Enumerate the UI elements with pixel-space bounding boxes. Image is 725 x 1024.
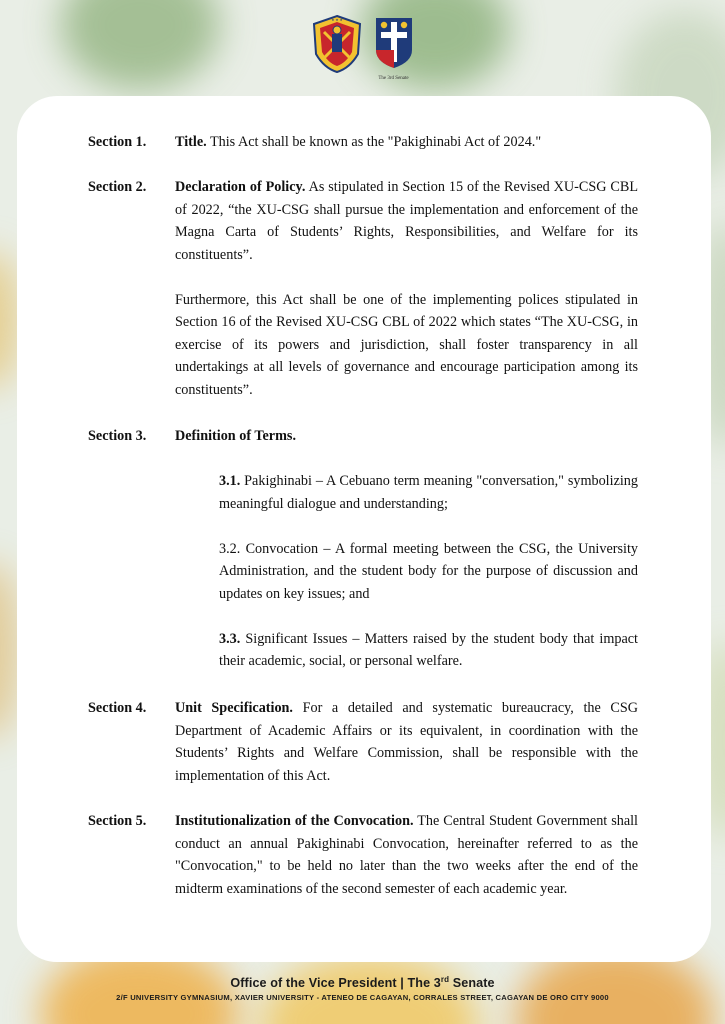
section-heading: Title. (175, 134, 207, 150)
section-paragraph (175, 176, 638, 266)
section-body (175, 697, 638, 787)
definition-text: Significant Issues – Matters raised by the student body that impact their academic, social, or personal welfare. (219, 630, 639, 669)
paragraph-text: This Act shall be known as the "Pakighinabi Act of 2024." (209, 134, 542, 150)
section-paragraph (175, 697, 638, 787)
footer-office (0, 975, 725, 990)
section-heading: Unit Specification. (175, 700, 293, 716)
the-3rd-senate-logo (372, 14, 416, 81)
section-paragraph (175, 131, 638, 154)
section-3 (88, 425, 638, 673)
section-number: Section 1. (88, 134, 147, 150)
section-number: Section 4. (88, 700, 147, 716)
svg-text:★ ★ ★: ★ ★ ★ (330, 18, 343, 22)
footer-office-text: Office of the Vice President | The 3 (230, 976, 441, 991)
section-heading: Institutionalization of the Convocation. (175, 813, 414, 829)
section-2 (88, 176, 638, 401)
section-4 (88, 697, 638, 787)
section-5 (88, 810, 638, 900)
definition-number: 3.1. (219, 473, 241, 489)
section-number: Section 5. (88, 813, 147, 829)
definition-item (219, 470, 638, 515)
paragraph-text: The Central Student Government shall conduct an annual Pakighinabi Convocation, hereinafter referred to as the "Convocation," to be held no later than the two weeks after the end of the midterm examinations of the second semester of each academic year. (175, 813, 638, 897)
section-body (175, 425, 638, 673)
section-heading: Declaration of Policy. (175, 179, 306, 195)
section-number: Section 3. (88, 428, 147, 444)
section-body (175, 176, 638, 401)
section-paragraph: Furthermore, this Act shall be one of the implementing polices stipulated in Section 16 of the Revised XU-CSG CBL of 2022 which states “The XU-CSG, in exercise of its powers and jurisdiction, shall foster transparency in all undertakings at all levels of governance and encourage participation among its constituents”. (175, 291, 638, 398)
paragraph-text: For a detailed and systematic bureaucracy, the CSG Department of Academic Affairs or its equivalent, in coordination with the Students’ Rights and Welfare Commission, shall be responsible with the implementation of this Act. (175, 700, 638, 784)
senate-tag: The 3rd Senate (378, 76, 409, 81)
footer-office-suffix: Senate (449, 976, 495, 991)
definition-text: Convocation – A formal meeting between the CSG, the University Administration, and the student body for the purpose of discussion and updates on key issues; and (219, 540, 638, 602)
section-body (175, 131, 638, 154)
definition-item (219, 538, 638, 606)
definition-number: 3.2. (219, 540, 241, 557)
definition-item (219, 628, 638, 673)
footer-address: 2/F UNIVERSITY GYMNASIUM, XAVIER UNIVERSITY - ATENEO DE CAGAYAN, CORRALES STREET, CAGAYAN DE ORO CITY 9000 (116, 993, 609, 1003)
footer-office-sup: rd (440, 975, 450, 984)
definition-text: Pakighinabi – A Cebuano term meaning "conversation," symbolizing meaningful dialogue and understanding; (219, 473, 638, 512)
definition-number: 3.3. (219, 630, 241, 647)
page-footer (0, 975, 725, 1002)
header-logos (0, 14, 725, 81)
section-1 (88, 131, 638, 154)
section-paragraph (175, 810, 638, 900)
section-heading: Definition of Terms. (175, 428, 296, 444)
section-body (175, 810, 638, 900)
xu-csg-seal-logo (310, 14, 364, 74)
section-number: Section 2. (88, 179, 147, 195)
paragraph-text: As stipulated in Section 15 of the Revised XU-CSG CBL of 2022, “the XU-CSG shall pursue the implementation and enforcement of the Magna Carta of Students’ Rights, Responsibilities, and Welfare for its constituents”. (175, 179, 638, 263)
